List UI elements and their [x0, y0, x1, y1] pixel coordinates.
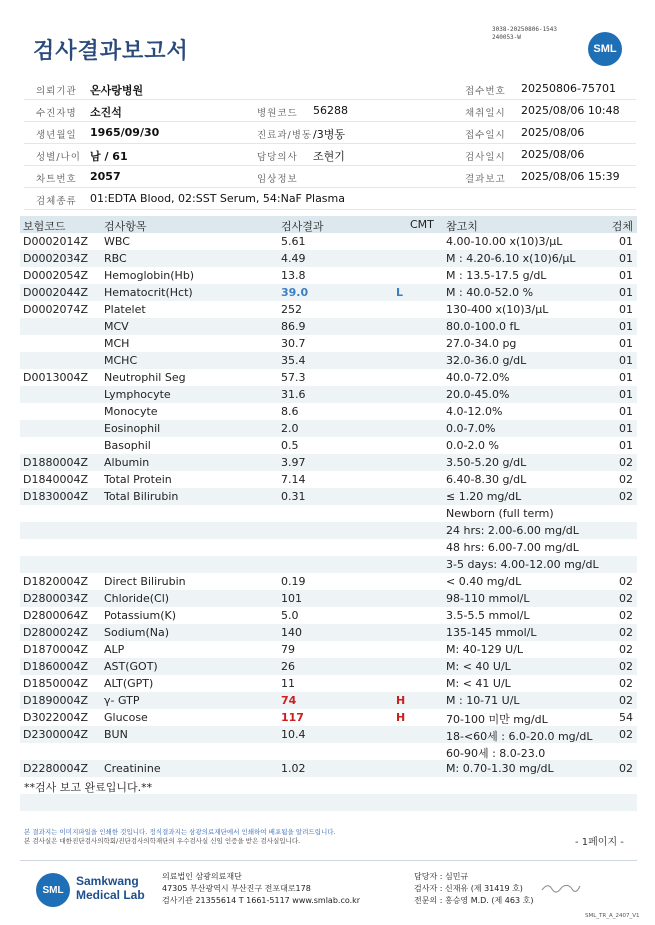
- col-specimen: 검체: [611, 220, 633, 233]
- row-result: 252: [281, 303, 302, 316]
- row-specimen: 01: [619, 337, 633, 350]
- footer-divider: [20, 860, 637, 861]
- row-result: 26: [281, 660, 295, 673]
- row-code: D1860004Z: [23, 660, 88, 673]
- row-specimen: 02: [619, 677, 633, 690]
- row-specimen: 01: [619, 320, 633, 333]
- table-row: [20, 386, 637, 403]
- row-code: D1880004Z: [23, 456, 88, 469]
- specimen-label: 검체종류: [36, 196, 77, 207]
- row-code: D3022004Z: [23, 711, 88, 724]
- col-ref: 참고치: [446, 220, 478, 233]
- row-specimen: 02: [619, 694, 633, 707]
- row-result: 8.6: [281, 405, 299, 418]
- row-code: D1820004Z: [23, 575, 88, 588]
- row-code: D0002074Z: [23, 303, 88, 316]
- row-ref: 60-90세 : 8.0-23.0: [446, 747, 546, 760]
- row-ref: 130-400 x(10)3/μL: [446, 303, 549, 316]
- report-value: 2025/08/06 15:39: [521, 170, 620, 183]
- row-specimen: 01: [619, 422, 633, 435]
- row-specimen: 01: [619, 286, 633, 299]
- results-table: [20, 216, 637, 811]
- table-row: [20, 556, 637, 573]
- institution-label: 의뢰기관: [36, 86, 77, 97]
- row-item: Direct Bilirubin: [104, 575, 186, 588]
- institution-value: 온사랑병원: [90, 84, 144, 97]
- complete-text: **검사 보고 완료입니다.**: [24, 781, 153, 794]
- report-label: 결과보고: [465, 174, 506, 185]
- row-ref: 0.0-7.0%: [446, 422, 496, 435]
- row-item: Total Bilirubin: [104, 490, 179, 503]
- footer-address: 의료법인 삼광의료재단 47305 부산광역시 부산진구 전포대로178 검사기관 21355614 T 1661-5117 www.smlab.co.kr: [162, 872, 361, 905]
- row-code: D0013004Z: [23, 371, 88, 384]
- row-result: 101: [281, 592, 302, 605]
- receipt-no-value: 20250806-75701: [521, 82, 616, 95]
- row-code: D1890004Z: [23, 694, 88, 707]
- row-item: Chloride(Cl): [104, 592, 170, 605]
- table-row: [20, 641, 637, 658]
- row-specimen: 02: [619, 626, 633, 639]
- row-ref: M : 4.20-6.10 x(10)6/μL: [446, 252, 576, 265]
- row-specimen: 02: [619, 575, 633, 588]
- complete-row: [20, 777, 637, 794]
- table-row: [20, 403, 637, 420]
- table-row: [20, 522, 637, 539]
- row-result: 0.5: [281, 439, 299, 452]
- row-item: Total Protein: [104, 473, 172, 486]
- table-row: [20, 318, 637, 335]
- row-item: Eosinophil: [104, 422, 161, 435]
- row-result: 86.9: [281, 320, 306, 333]
- row-item: WBC: [104, 235, 130, 248]
- row-ref: ≤ 1.20 mg/dL: [446, 490, 522, 503]
- row-ref: 6.40-8.30 g/dL: [446, 473, 527, 486]
- receipt-no-label: 접수번호: [465, 86, 506, 97]
- blank-row: [20, 794, 637, 811]
- sex-age-value: 남 / 61: [90, 150, 128, 163]
- table-row: [20, 692, 637, 709]
- chart-value: 2057: [90, 170, 121, 183]
- row-ref: 135-145 mmol/L: [446, 626, 537, 639]
- row-specimen: 01: [619, 235, 633, 248]
- table-row: [20, 233, 637, 250]
- row-result: 57.3: [281, 371, 306, 384]
- row-code: D0002014Z: [23, 235, 88, 248]
- row-ref: M: 40-129 U/L: [446, 643, 524, 656]
- page-number: - 1페이지 -: [575, 837, 624, 848]
- collect-value: 2025/08/06 10:48: [521, 104, 620, 117]
- results-header: [20, 216, 637, 233]
- row-item: ALT(GPT): [104, 677, 154, 690]
- row-specimen: 02: [619, 456, 633, 469]
- patient-info: [24, 78, 636, 210]
- row-code: D0002044Z: [23, 286, 88, 299]
- table-row: [20, 709, 637, 726]
- row-code: D0002034Z: [23, 252, 88, 265]
- row-item: Albumin: [104, 456, 150, 469]
- row-specimen: 01: [619, 303, 633, 316]
- table-row: [20, 590, 637, 607]
- row-ref: 27.0-34.0 pg: [446, 337, 517, 350]
- table-row: [20, 301, 637, 318]
- table-row: [20, 539, 637, 556]
- row-result: 13.8: [281, 269, 306, 282]
- row-item: Monocyte: [104, 405, 158, 418]
- specimen-value: 01:EDTA Blood, 02:SST Serum, 54:NaF Plasma: [90, 192, 345, 205]
- row-ref: M: < 40 U/L: [446, 660, 511, 673]
- row-code: D1850004Z: [23, 677, 88, 690]
- barcode-ref: 3038-20250806-1543 240053-W: [492, 26, 558, 41]
- row-ref: 3.5-5.5 mmol/L: [446, 609, 530, 622]
- row-ref: 3.50-5.20 g/dL: [446, 456, 527, 469]
- row-item: γ- GTP: [104, 694, 140, 707]
- table-row: [20, 675, 637, 692]
- row-specimen: 01: [619, 269, 633, 282]
- row-item: Hematocrit(Hct): [104, 286, 193, 299]
- row-item: Hemoglobin(Hb): [104, 269, 195, 282]
- collect-label: 채취일시: [465, 108, 506, 119]
- row-ref: 4.0-12.0%: [446, 405, 503, 418]
- row-ref: 48 hrs: 6.00-7.00 mg/dL: [446, 541, 579, 554]
- row-result: 2.0: [281, 422, 299, 435]
- row-ref: 4.00-10.00 x(10)3/μL: [446, 235, 563, 248]
- row-ref: 0.0-2.0 %: [446, 439, 499, 452]
- receipt-date-value: 2025/08/06: [521, 126, 585, 139]
- row-result: 10.4: [281, 728, 306, 741]
- row-result: 74: [281, 694, 297, 707]
- row-item: ALP: [104, 643, 125, 656]
- row-result: 117: [281, 711, 304, 724]
- name-value: 소진석: [90, 106, 122, 119]
- sml-logo-icon: SML: [588, 32, 622, 66]
- row-item: Creatinine: [104, 762, 161, 775]
- test-date-value: 2025/08/06: [521, 148, 585, 161]
- row-ref: 32.0-36.0 g/dL: [446, 354, 527, 367]
- row-result: 5.0: [281, 609, 299, 622]
- row-item: MCHC: [104, 354, 138, 367]
- row-result: 3.97: [281, 456, 306, 469]
- dob-value: 1965/09/30: [90, 126, 160, 139]
- row-result: 5.61: [281, 235, 306, 248]
- dept-label: 진료과/병동: [257, 130, 313, 141]
- footer-staff: 담당자 : 심민규 검사자 : 신재유 (제 31419 호) 전문의 : 홍승영 M.D. (제 463 호): [414, 872, 534, 905]
- row-result: 79: [281, 643, 295, 656]
- clinical-label: 임상정보: [257, 174, 298, 185]
- row-ref: 24 hrs: 2.00-6.00 mg/dL: [446, 524, 579, 537]
- row-specimen: 01: [619, 371, 633, 384]
- table-row: [20, 658, 637, 675]
- row-item: Basophil: [104, 439, 151, 452]
- row-ref: 18-<60세 : 6.0-20.0 mg/dL: [446, 730, 593, 743]
- row-item: Glucose: [104, 711, 148, 724]
- notice-line-2: 본 검사실은 대한진단검사의학회/진단검사의학재단의 우수검사실 신임 인증을 받은 검사실입니다.: [24, 837, 301, 845]
- col-code: 보험코드: [23, 220, 66, 233]
- row-specimen: 01: [619, 388, 633, 401]
- row-specimen: 02: [619, 728, 633, 741]
- table-row: [20, 454, 637, 471]
- row-specimen: 02: [619, 473, 633, 486]
- notice: [24, 828, 336, 846]
- table-row: [20, 284, 637, 301]
- hospital-code-label: 병원코드: [257, 108, 298, 119]
- row-specimen: 02: [619, 660, 633, 673]
- row-ref: 40.0-72.0%: [446, 371, 510, 384]
- row-specimen: 02: [619, 609, 633, 622]
- row-result: 4.49: [281, 252, 306, 265]
- row-ref: 98-110 mmol/L: [446, 592, 530, 605]
- results-body: [20, 233, 637, 777]
- table-row: [20, 573, 637, 590]
- table-row: [20, 335, 637, 352]
- row-result: 11: [281, 677, 295, 690]
- row-ref: < 0.40 mg/dL: [446, 575, 522, 588]
- col-cmt: CMT: [410, 218, 434, 231]
- sex-age-label: 성별/나이: [36, 152, 81, 163]
- sml-footer-logo-icon: SML: [36, 873, 70, 907]
- row-item: Neutrophil Seg: [104, 371, 186, 384]
- row-ref: 3-5 days: 4.00-12.00 mg/dL: [446, 558, 599, 571]
- table-row: [20, 250, 637, 267]
- row-cmt: H: [396, 711, 406, 724]
- col-result: 검사결과: [281, 220, 324, 233]
- row-ref: Newborn (full term): [446, 507, 554, 520]
- table-row: [20, 488, 637, 505]
- row-specimen: 01: [619, 405, 633, 418]
- row-code: D1840004Z: [23, 473, 88, 486]
- row-result: 1.02: [281, 762, 306, 775]
- signature-icon: [540, 880, 582, 897]
- row-specimen: 02: [619, 762, 633, 775]
- doctor-value: 조현기: [313, 150, 345, 163]
- row-result: 35.4: [281, 354, 306, 367]
- row-code: D2800024Z: [23, 626, 88, 639]
- doctor-label: 담당의사: [257, 152, 298, 163]
- row-item: BUN: [104, 728, 128, 741]
- row-cmt: L: [396, 286, 404, 299]
- table-row: [20, 420, 637, 437]
- table-row: [20, 352, 637, 369]
- row-ref: M : 10-71 U/L: [446, 694, 520, 707]
- table-row: [20, 505, 637, 522]
- row-ref: M : 40.0-52.0 %: [446, 286, 534, 299]
- row-result: 0.31: [281, 490, 306, 503]
- row-item: Potassium(K): [104, 609, 177, 622]
- row-code: D2800064Z: [23, 609, 88, 622]
- row-ref: 80.0-100.0 fL: [446, 320, 520, 333]
- row-item: Lymphocyte: [104, 388, 171, 401]
- page-title: 검사결과보고서: [33, 39, 189, 64]
- footer-brand: Samkwang Medical Lab: [76, 874, 145, 902]
- table-row: [20, 369, 637, 386]
- row-item: MCH: [104, 337, 130, 350]
- col-item: 검사항목: [104, 220, 147, 233]
- row-code: D1870004Z: [23, 643, 88, 656]
- row-specimen: 01: [619, 252, 633, 265]
- name-label: 수진자명: [36, 108, 77, 119]
- row-ref: 20.0-45.0%: [446, 388, 510, 401]
- row-specimen: 54: [619, 711, 633, 724]
- table-row: [20, 267, 637, 284]
- row-code: D1830004Z: [23, 490, 88, 503]
- dept-value: /3병동: [313, 128, 345, 141]
- row-code: D0002054Z: [23, 269, 88, 282]
- row-ref: M: < 41 U/L: [446, 677, 511, 690]
- row-ref: 70-100 미만 mg/dL: [446, 713, 548, 726]
- row-ref: M : 13.5-17.5 g/dL: [446, 269, 547, 282]
- row-result: 30.7: [281, 337, 306, 350]
- receipt-date-label: 접수일시: [465, 130, 506, 141]
- row-result: 31.6: [281, 388, 306, 401]
- dob-label: 생년월일: [36, 130, 77, 141]
- row-code: D2800034Z: [23, 592, 88, 605]
- row-code: D2280004Z: [23, 762, 88, 775]
- hospital-code-value: 56288: [313, 104, 348, 117]
- row-specimen: 02: [619, 643, 633, 656]
- table-row: [20, 760, 637, 777]
- table-row: [20, 743, 637, 760]
- row-item: RBC: [104, 252, 127, 265]
- chart-label: 차트번호: [36, 174, 77, 185]
- row-specimen: 02: [619, 490, 633, 503]
- row-specimen: 01: [619, 439, 633, 452]
- row-cmt: H: [396, 694, 406, 707]
- row-result: 140: [281, 626, 302, 639]
- row-item: AST(GOT): [104, 660, 158, 673]
- table-row: [20, 624, 637, 641]
- table-row: [20, 726, 637, 743]
- notice-line-1: 본 결과지는 이미지파일을 인쇄한 것입니다. 정식결과지는 삼광의료재단에서 인쇄하여 배포됨을 알려드립니다.: [24, 828, 336, 836]
- doc-code: SML_TR_A_2407_V1: [585, 913, 640, 919]
- row-result: 0.19: [281, 575, 306, 588]
- row-result: 39.0: [281, 286, 309, 299]
- table-row: [20, 607, 637, 624]
- row-ref: M: 0.70-1.30 mg/dL: [446, 762, 554, 775]
- row-item: MCV: [104, 320, 129, 333]
- row-specimen: 01: [619, 354, 633, 367]
- test-date-label: 검사일시: [465, 152, 506, 163]
- row-item: Platelet: [104, 303, 146, 316]
- row-code: D2300004Z: [23, 728, 88, 741]
- table-row: [20, 437, 637, 454]
- row-result: 7.14: [281, 473, 306, 486]
- row-specimen: 02: [619, 592, 633, 605]
- row-item: Sodium(Na): [104, 626, 169, 639]
- table-row: [20, 471, 637, 488]
